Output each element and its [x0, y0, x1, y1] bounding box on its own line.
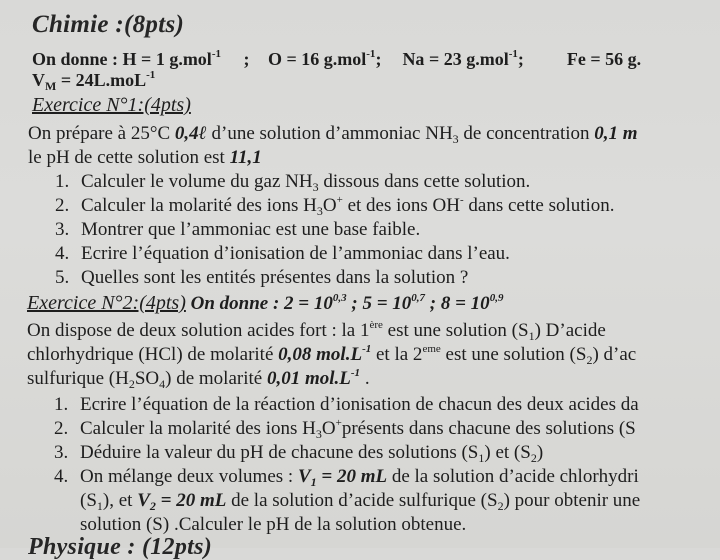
exercise1-title: Exercice N°1:(4pts)	[32, 94, 191, 116]
exercise2-title: Exercice N°2:(4pts)	[27, 292, 186, 314]
mass-h: H = 1 g.mol$^{-1}$	[122, 48, 221, 69]
section-title-physique-cut: Physique : (12pts)	[28, 534, 213, 560]
exercise2-question-2: 2. Calculer la molarité des ions $H_3O^+présents$ dans chacune des solutions (S	[54, 417, 636, 441]
exercise2-paragraph-line2: chlorhydrique (HCl) de molarité 0,08 $mol.L^{-1}$ et la 2eme est une solution $(S_2)$ d’ac	[27, 343, 637, 367]
exercise1-question-5: 5. Quelles sont les entités présentes dans la solution ?	[55, 267, 469, 288]
mass-o: O = 16 g.mol$^{-1}$;	[267, 48, 382, 69]
exercise2-header	[27, 292, 503, 315]
exercise2-paragraph-line3: sulfurique $(H_2SO_4)$ de molarité 0,01 $mol.L^{-1}$ .	[27, 367, 370, 391]
given-label: On donne :	[32, 49, 119, 69]
exercise2-given: On donne : $2 = 10^{0,3}$ ; $5 = 10^{0,7}$ ; $8 = 10^{0,9}$	[190, 292, 504, 314]
molar-volume: $V_M = 24L.moL^{-1}$	[32, 69, 156, 93]
exercise1-ph-line: le pH de cette solution est 11,1	[28, 147, 262, 168]
exercise1-question-3: 3. Montrer que l’ammoniac est une base faible.	[55, 219, 421, 240]
exercise2-question-4: 4. On mélange deux volumes : $V_1 = 20$ mL de la solution d’acide chlorhydri	[54, 466, 639, 489]
exercise1-intro: On prépare à 25°C 0,4ℓ d’une solution d’ammoniac $NH_3$ de concentration 0,1 m	[28, 123, 638, 146]
exercise1-question-1: 1. Calculer le volume du gaz $NH_3$ dissous dans cette solution.	[55, 171, 531, 194]
given-masses: On donne : H = 1 g.mol$^{-1}$ ; O = 16 g.mol$^{-1}$; Na = 23 g.mol$^{-1}$; Fe = 56 g.	[32, 48, 642, 69]
exercise1-question-4: 4. Ecrire l’équation d’ionisation de l’ammoniac dans l’eau.	[55, 243, 510, 264]
exercise2-question-3: 3. Déduire la valeur du pH de chacune des solutions $(S_1)$ et $(S_2)$	[54, 442, 544, 465]
exercise2-question-1: 1. Ecrire l’équation de la réaction d’ionisation de chacun des deux acides da	[54, 394, 639, 415]
mass-fe: Fe = 56 g.	[566, 49, 642, 69]
exercise2-question-4-cont1: $(S_1)$, et $V_2 = 20$ mL de la solution d’acide sulfurique $(S_2)$ pour obtenir une	[80, 490, 641, 513]
exercise2-question-4-cont2: solution (S) .Calculer le pH de la solution obtenue.	[80, 514, 467, 535]
exercise1-question-2: 2. Calculer la molarité des ions $H_3O^+$ et des ions OH- dans cette solution.	[55, 194, 615, 218]
exercise2-paragraph-line1: On dispose de deux solution acides fort : la 1ère est une solution $(S_1)$ D’acide	[27, 319, 606, 343]
mass-na: Na = 23 g.mol$^{-1}$;	[402, 48, 524, 69]
section-title-chimie: Chimie :(8pts)	[32, 11, 185, 38]
